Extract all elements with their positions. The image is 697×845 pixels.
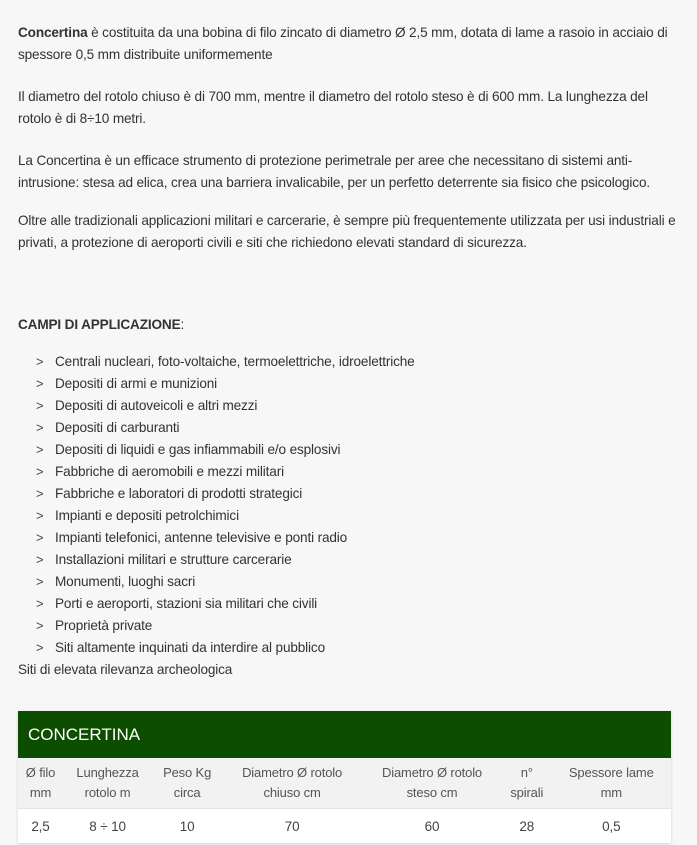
table-cell: 70: [222, 809, 362, 844]
chevron-right-icon: >: [36, 464, 44, 479]
chevron-right-icon: >: [36, 596, 44, 611]
list-item-label: Depositi di armi e munizioni: [55, 376, 218, 391]
column-header: Lunghezza rotolo m: [63, 758, 152, 809]
intro-paragraph-1: [18, 22, 678, 66]
list-item-label: Monumenti, luoghi sacri: [55, 574, 196, 589]
chevron-right-icon: >: [36, 552, 44, 567]
column-header: n° spirali: [502, 758, 552, 809]
intro-paragraph-4: Oltre alle tradizionali applicazioni militari e carcerarie, è sempre più frequentemente utilizzata per usi industriali e privati, a protezione di aeroporti civili e siti che richiedono elevati standard di sicurezza.: [18, 213, 676, 250]
table-cell: 2,5: [18, 809, 63, 844]
chevron-right-icon: >: [36, 420, 44, 435]
chevron-right-icon: >: [36, 508, 44, 523]
list-item: [36, 527, 415, 549]
chevron-right-icon: >: [36, 574, 44, 589]
intro-paragraph-1-text: è costituita da una bobina di filo zincato di diametro Ø 2,5 mm, dotata di lame a rasoio in acciaio di spessore 0,5 mm distribuite uniformemente: [18, 25, 668, 62]
column-header: Diametro Ø rotolo steso cm: [362, 758, 502, 809]
table-cell: 0,5: [552, 809, 671, 844]
chevron-right-icon: >: [36, 376, 44, 391]
list-item-label: Centrali nucleari, foto-voltaiche, termoelettriche, idroelettriche: [55, 354, 415, 369]
list-item: [36, 439, 415, 461]
table-cell: 10: [152, 809, 222, 844]
list-item-label: Installazioni militari e strutture carcerarie: [55, 552, 292, 567]
chevron-right-icon: >: [36, 354, 44, 369]
list-item: [36, 351, 415, 373]
column-header: Spessore lame mm: [552, 758, 671, 809]
list-item: [36, 549, 415, 571]
list-item-label: Proprietà private: [55, 618, 153, 633]
list-item: [36, 615, 415, 637]
list-item: [36, 505, 415, 527]
list-item: [36, 395, 415, 417]
applications-list: [36, 351, 415, 659]
column-header: Peso Kg circa: [152, 758, 222, 809]
chevron-right-icon: >: [36, 398, 44, 413]
chevron-right-icon: >: [36, 640, 44, 655]
intro-paragraph-2: Il diametro del rotolo chiuso è di 700 mm, mentre il diametro del rotolo steso è di 600 mm. La lunghezza del rotolo è di 8÷10 metri.: [18, 89, 648, 126]
list-item: [36, 417, 415, 439]
list-item: [36, 571, 415, 593]
list-item: [36, 637, 415, 659]
spec-table-title: CONCERTINA: [18, 711, 671, 758]
list-item: [36, 483, 415, 505]
table-cell: 60: [362, 809, 502, 844]
list-item: [36, 461, 415, 483]
product-name: Concertina: [18, 25, 88, 40]
list-item-label: Siti altamente inquinati da interdire al pubblico: [55, 640, 325, 655]
spec-table: [18, 711, 671, 843]
chevron-right-icon: >: [36, 530, 44, 545]
applications-heading: CAMPI DI APPLICAZIONE:: [18, 317, 185, 332]
table-row: [18, 809, 671, 844]
chevron-right-icon: >: [36, 486, 44, 501]
intro-paragraph-3: La Concertina è un efficace strumento di protezione perimetrale per aree che necessitano di sistemi anti-intrusione: stesa ad elica, crea una barriera invalicabile, per un perfetto deterrente sia fisico che psicologico.: [18, 153, 650, 190]
list-item-label: Impianti telefonici, antenne televisive e ponti radio: [55, 530, 348, 545]
list-item-label: Depositi di carburanti: [55, 420, 180, 435]
chevron-right-icon: >: [36, 442, 44, 457]
list-item-label: Porti e aeroporti, stazioni sia militari che civili: [55, 596, 318, 611]
applications-trailing-item: Siti di elevata rilevanza archeologica: [18, 662, 233, 677]
column-header: Ø filo mm: [18, 758, 63, 809]
table-cell: 28: [502, 809, 552, 844]
list-item-label: Fabbriche di aeromobili e mezzi militari: [55, 464, 284, 479]
chevron-right-icon: >: [36, 618, 44, 633]
list-item-label: Depositi di liquidi e gas infiammabili e/o esplosivi: [55, 442, 341, 457]
spec-table-header-row: [18, 758, 671, 809]
list-item-label: Impianti e depositi petrolchimici: [55, 508, 239, 523]
list-item-label: Depositi di autoveicoli e altri mezzi: [55, 398, 258, 413]
column-header: Diametro Ø rotolo chiuso cm: [222, 758, 362, 809]
list-item: [36, 373, 415, 395]
table-cell: 8 ÷ 10: [63, 809, 152, 844]
list-item: [36, 593, 415, 615]
list-item-label: Fabbriche e laboratori di prodotti strategici: [55, 486, 303, 501]
